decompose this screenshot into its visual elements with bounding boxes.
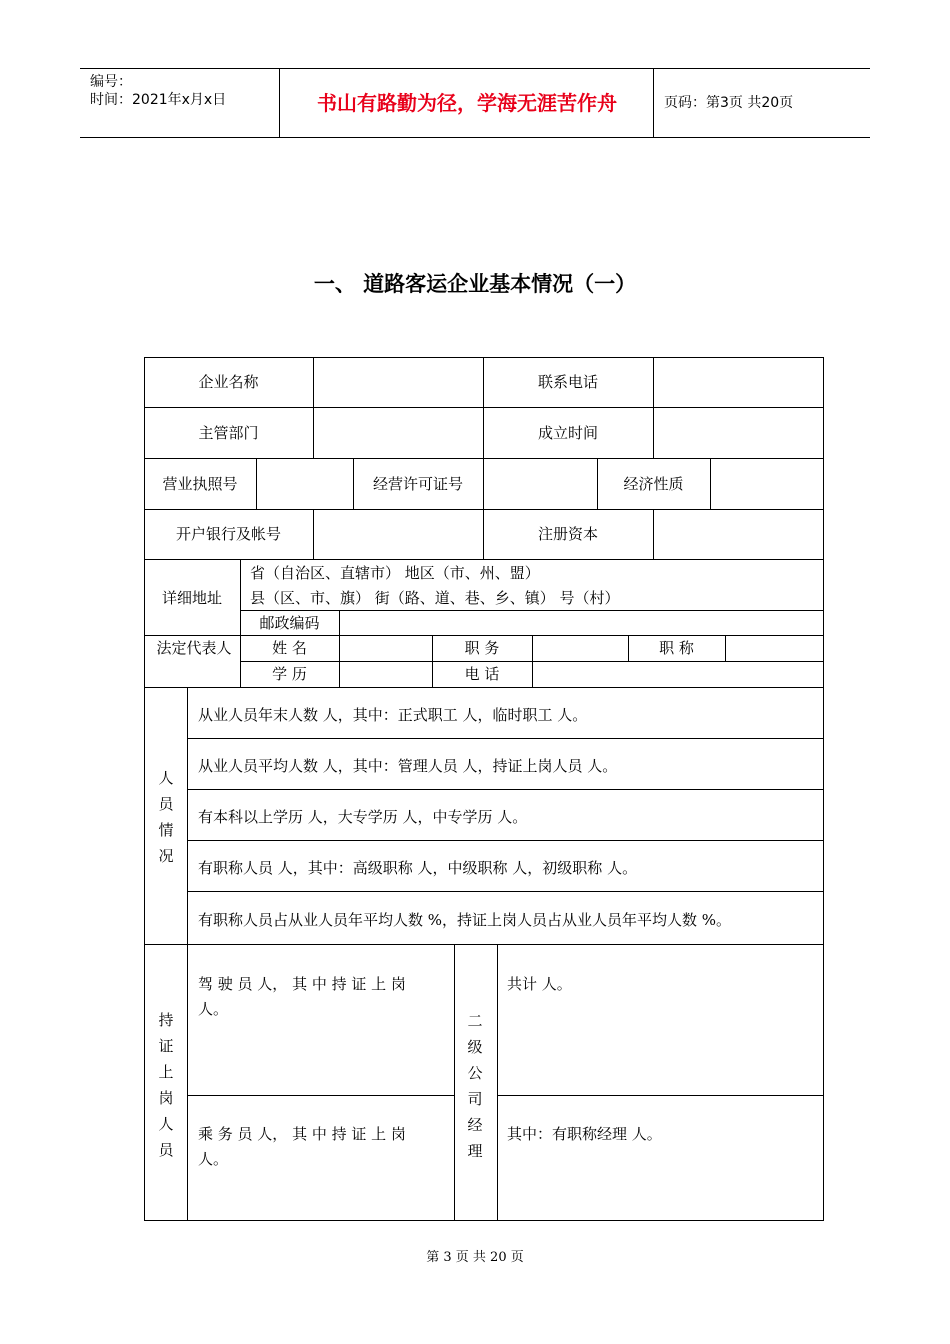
dept-label: 主管部门 (198, 424, 259, 442)
manager-total: 共计 人。 (507, 975, 572, 993)
prof-title-label: 职 称 (659, 639, 694, 657)
driver-line-2: 人。 (198, 1000, 229, 1018)
tel-label: 电 话 (464, 665, 500, 683)
education-label: 学 历 (272, 665, 307, 683)
number-label: 编号： (90, 74, 132, 90)
legal-rep-label: 法定代表人 (156, 639, 232, 657)
staff-line-1: 从业人员年末人数 人，其中：正式职工 人，临时职工 人。 (198, 706, 588, 724)
staff-line-5: 有职称人员占从业人员年平均人数 %，持证上岗人员占从业人员年平均人数 %。 (198, 911, 732, 929)
founded-label: 成立时间 (537, 424, 598, 442)
staff-line-3: 有本科以上学历 人，大专学历 人，中专学历 人。 (198, 808, 528, 826)
page-title: 一、 道路客运企业基本情况（一） (313, 271, 637, 296)
page-header (80, 68, 870, 138)
header-meta (80, 69, 280, 137)
permit-label: 经营许可证号 (372, 475, 463, 493)
postcode-label: 邮政编码 (259, 614, 320, 632)
titled-manager: 其中：有职称经理 人。 (507, 1125, 662, 1143)
date-label: 时间：2021年x月x日 (90, 92, 227, 108)
page-footer: 第 3 页 共 20 页 (426, 1250, 524, 1265)
address-label: 详细地址 (161, 589, 222, 607)
phone-label: 联系电话 (537, 373, 598, 391)
econ-label: 经济性质 (623, 475, 684, 493)
position-label: 职 务 (464, 639, 500, 657)
company-name-label: 企业名称 (198, 373, 259, 391)
attendant-line-1: 乘 务 员 人， 其 中 持 证 上 岗 (198, 1125, 406, 1143)
driver-line-1: 驾 驶 员 人， 其 中 持 证 上 岗 (198, 975, 406, 993)
name-label: 姓 名 (272, 639, 307, 657)
bank-label: 开户银行及帐号 (175, 525, 281, 543)
cert-section-label: 持 证 上 岗 人 员 (158, 1011, 174, 1159)
address-line1: 省（自治区、直辖市） 地区（市、州、盟） (250, 564, 540, 582)
staff-section-label: 人 员 情 况 (158, 769, 174, 865)
license-label: 营业执照号 (162, 475, 238, 493)
attendant-line-2: 人。 (198, 1150, 229, 1168)
capital-label: 注册资本 (537, 525, 598, 543)
motto: 书山有路勤为径，学海无涯苦作舟 (281, 69, 654, 137)
staff-line-2: 从业人员平均人数 人，其中：管理人员 人，持证上岗人员 人。 (198, 757, 618, 775)
address-line2: 县（区、市、旗） 街（路、道、巷、乡、镇） 号（村） (250, 589, 620, 607)
page-info: 页码：第3页 共20页 (664, 95, 794, 111)
info-table (144, 357, 824, 1221)
staff-line-4: 有职称人员 人，其中：高级职称 人，中级职称 人，初级职称 人。 (198, 859, 638, 877)
manager-section-label: 二 级 公 司 经 理 (467, 1012, 483, 1160)
